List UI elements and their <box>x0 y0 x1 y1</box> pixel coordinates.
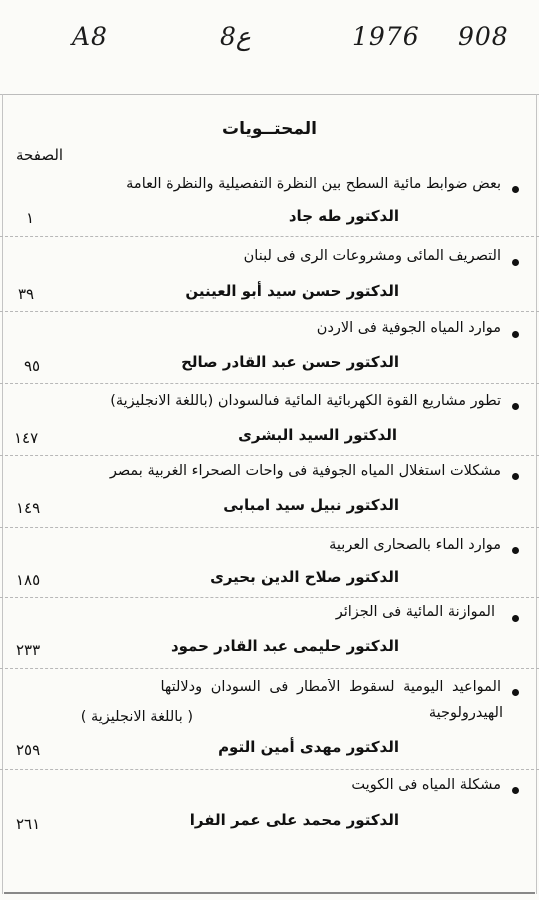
scan-border <box>4 892 535 894</box>
separator <box>0 383 539 384</box>
entry-page: ٢٣٣ <box>16 641 41 659</box>
bullet-icon <box>512 186 519 193</box>
entry-author: الدكتور حليمى عبد القادر حمود <box>170 637 399 655</box>
entry-page: ١٤٩ <box>16 499 41 517</box>
entry-author: الدكتور محمد على عمر الفرا <box>189 811 399 829</box>
scan-border <box>0 94 539 95</box>
scan-border <box>2 94 3 894</box>
entry-author: الدكتور صلاح الدين بحيرى <box>210 568 399 586</box>
bullet-icon <box>512 331 519 338</box>
bullet-icon <box>512 259 519 266</box>
entry-title: موارد المياه الجوفية فى الاردن <box>316 320 501 336</box>
bullet-icon <box>512 547 519 554</box>
entry-author: الدكتور نبيل سيد امبابى <box>223 496 399 514</box>
entry-author: الدكتور طه جاد <box>288 207 399 225</box>
separator <box>0 668 539 669</box>
bullet-icon <box>512 787 519 794</box>
scan-border <box>536 94 537 894</box>
page-column-header: الصفحة <box>16 146 64 164</box>
entry-page: ٣٩ <box>18 285 35 303</box>
entry-author: الدكتور مهدى أمين التوم <box>218 738 399 756</box>
separator <box>0 597 539 598</box>
separator <box>0 769 539 770</box>
entry-page: ٢٥٩ <box>16 741 41 759</box>
entry-author: الدكتور السيد البشرى <box>238 426 397 444</box>
entry-page: ٩٥ <box>24 357 41 375</box>
entry-title: مشكلة المياه فى الكويت <box>351 777 501 793</box>
entry-title: موارد الماء بالصحارى العربية <box>329 537 501 553</box>
entry-title: المواعيد اليومية لسقوط الأمطار فى السودان ودلالتها <box>160 679 501 695</box>
entry-title: التصريف المائى ومشروعات الرى فى لبنان <box>243 248 501 264</box>
entry-author: الدكتور حسن عبد القادر صالح <box>181 353 399 371</box>
bullet-icon <box>512 473 519 480</box>
entry-title-line3: ( باللغة الانجليزية ) <box>80 709 193 725</box>
separator <box>0 527 539 528</box>
separator <box>0 311 539 312</box>
entry-page: ١٤٧ <box>14 429 39 447</box>
handwritten-note-center: 8ع <box>220 22 251 51</box>
entry-author: الدكتور حسن سيد أبو العينين <box>185 282 399 300</box>
separator <box>0 236 539 237</box>
handwritten-note-number: 908 <box>458 22 509 51</box>
entry-page: ٢٦١ <box>16 815 41 833</box>
entry-title: تطور مشاريع القوة الكهربائية المائية فىالسودان (باللغة الانجليزية) <box>110 393 501 409</box>
entry-page: ١ <box>26 209 35 227</box>
page-title: المحتــويات <box>222 119 317 139</box>
separator <box>0 455 539 456</box>
handwritten-note-year: 1976 <box>352 22 420 51</box>
entry-title-line2: الهيدرولوجية <box>428 705 503 721</box>
bullet-icon <box>512 689 519 696</box>
handwritten-note-left: A8 <box>72 22 108 51</box>
entry-page: ١٨٥ <box>16 571 41 589</box>
entry-title: مشكلات استغلال المياه الجوفية فى واحات الصحراء الغربية بمصر <box>109 463 501 479</box>
bullet-icon <box>512 403 519 410</box>
bullet-icon <box>512 615 519 622</box>
entry-title: الموازنة المائية فى الجزائر <box>335 604 495 620</box>
entry-title: بعض ضوابط مائية السطح بين النظرة التفصيلية والنظرة العامة <box>126 176 501 192</box>
